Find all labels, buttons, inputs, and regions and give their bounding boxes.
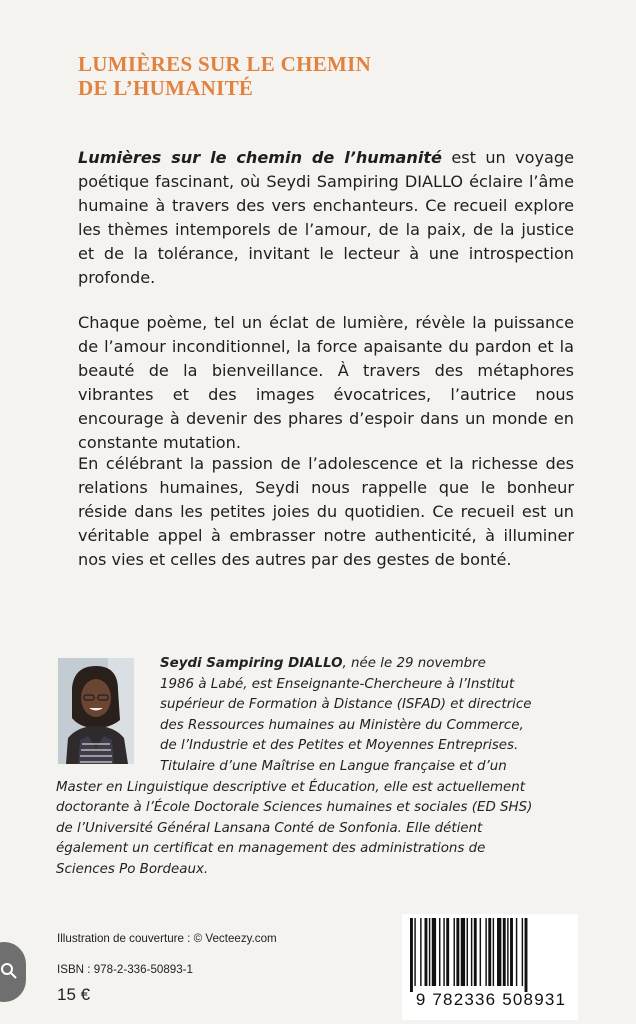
barcode-bar bbox=[454, 918, 455, 986]
barcode-bars bbox=[402, 914, 578, 992]
barcode-bar bbox=[467, 918, 468, 986]
author-biography bbox=[56, 654, 571, 881]
bio-line-2: 1986 à Labé, est Enseignante-Chercheure à l’Institut bbox=[160, 676, 515, 692]
price: 15 € bbox=[57, 985, 91, 1004]
barcode-bar bbox=[471, 918, 472, 986]
barcode-bar bbox=[525, 918, 528, 992]
bio-line-9: de l’Université Général Lansana Conté de Sonfonia. Elle détient bbox=[56, 820, 483, 836]
barcode-bar bbox=[507, 918, 508, 986]
barcode-bar bbox=[443, 918, 444, 986]
barcode-bar bbox=[493, 918, 494, 986]
blurb-paragraph-1-text: est un voyage poétique fascinant, où Seydi Sampiring DIALLO éclaire l’âme humaine à travers des vers enchanteurs. Ce recueil explore les thèmes intemporels de l’amour, de la paix, de la justice et de la tolérance, invitant le lecteur à une introspection profonde. bbox=[78, 148, 574, 287]
blurb-paragraph-1 bbox=[78, 146, 574, 290]
bio-line-4: des Ressources humaines au Ministère du Commerce, bbox=[160, 717, 524, 733]
search-lens-glyph bbox=[0, 962, 18, 980]
bio-line-1: Seydi Sampiring DIALLO, née le 29 novembre bbox=[160, 656, 486, 671]
barcode-bar bbox=[420, 918, 421, 986]
blurb-paragraph-2: Chaque poème, tel un éclat de lumière, révèle la puissance de l’amour inconditionnel, la force apaisante du pardon et la beauté de la bienveillance. À travers des métaphores vibrantes et des images évocatrices, l’autrice nous encourage à devenir des phares d’espoir dans un monde en constante mutation. bbox=[78, 313, 574, 452]
bio-line-11: Sciences Po Bordeaux. bbox=[56, 861, 209, 877]
bio-line-6: Titulaire d’une Maîtrise en Langue française et d’un bbox=[160, 758, 507, 774]
bio-line-5: de l’Industrie et des Petites et Moyennes Entreprises. bbox=[160, 738, 519, 754]
book-title bbox=[78, 52, 371, 100]
barcode-bar bbox=[456, 918, 459, 986]
bio-line-10: également un certificat en management des administrations de bbox=[56, 841, 486, 857]
bio-line-3: supérieur de Formation à Distance (ISFAD) et directrice bbox=[160, 697, 532, 713]
barcode-bar bbox=[510, 918, 513, 986]
barcode-bar bbox=[414, 918, 415, 986]
barcode-bar bbox=[488, 918, 491, 986]
search-lens-icon[interactable] bbox=[0, 942, 26, 1002]
barcode-bar bbox=[461, 918, 465, 986]
barcode-bar bbox=[516, 918, 517, 986]
blurb-book-title: Lumières sur le chemin de l’humanité bbox=[78, 148, 442, 167]
barcode-bar bbox=[425, 918, 428, 986]
barcode-bar bbox=[429, 918, 430, 986]
barcode-bar bbox=[485, 918, 486, 986]
bio-line-8: doctorante à l’École Doctorale Sciences humaines et sociales (ED SHS) bbox=[56, 800, 533, 816]
barcode-bar bbox=[410, 918, 413, 992]
author-name: Seydi Sampiring DIALLO bbox=[160, 656, 343, 671]
illustration-credit: Illustration de couverture : © Vecteezy.com bbox=[57, 932, 277, 945]
barcode-bar bbox=[497, 918, 501, 986]
book-title-line2: DE L’HUMANITÉ bbox=[78, 76, 254, 100]
isbn: ISBN : 978-2-336-50893-1 bbox=[57, 963, 193, 976]
barcode-digits: 9 782336 508931 bbox=[415, 990, 567, 1009]
barcode-bar bbox=[446, 918, 449, 986]
barcode-bar bbox=[432, 918, 436, 986]
barcode-bar bbox=[522, 918, 523, 986]
bio-line-7: Master en Linguistique descriptive et Éducation, elle est actuellement bbox=[56, 779, 526, 795]
blurb-paragraph-3: En célébrant la passion de l’adolescence et la richesse des relations humaines, Seydi nous rappelle que le bonheur réside dans les petites joies du quotidien. Ce recueil est un véritable appel à embrasser notre authenticité, à illuminer nos vies et celles des autres par des gestes de bonté. bbox=[78, 454, 574, 569]
barcode-bar bbox=[480, 918, 481, 986]
barcode-bar bbox=[503, 918, 506, 986]
barcode-bar bbox=[439, 918, 440, 986]
barcode-bar bbox=[474, 918, 477, 986]
book-title-line1: LUMIÈRES SUR LE CHEMIN bbox=[78, 52, 372, 76]
